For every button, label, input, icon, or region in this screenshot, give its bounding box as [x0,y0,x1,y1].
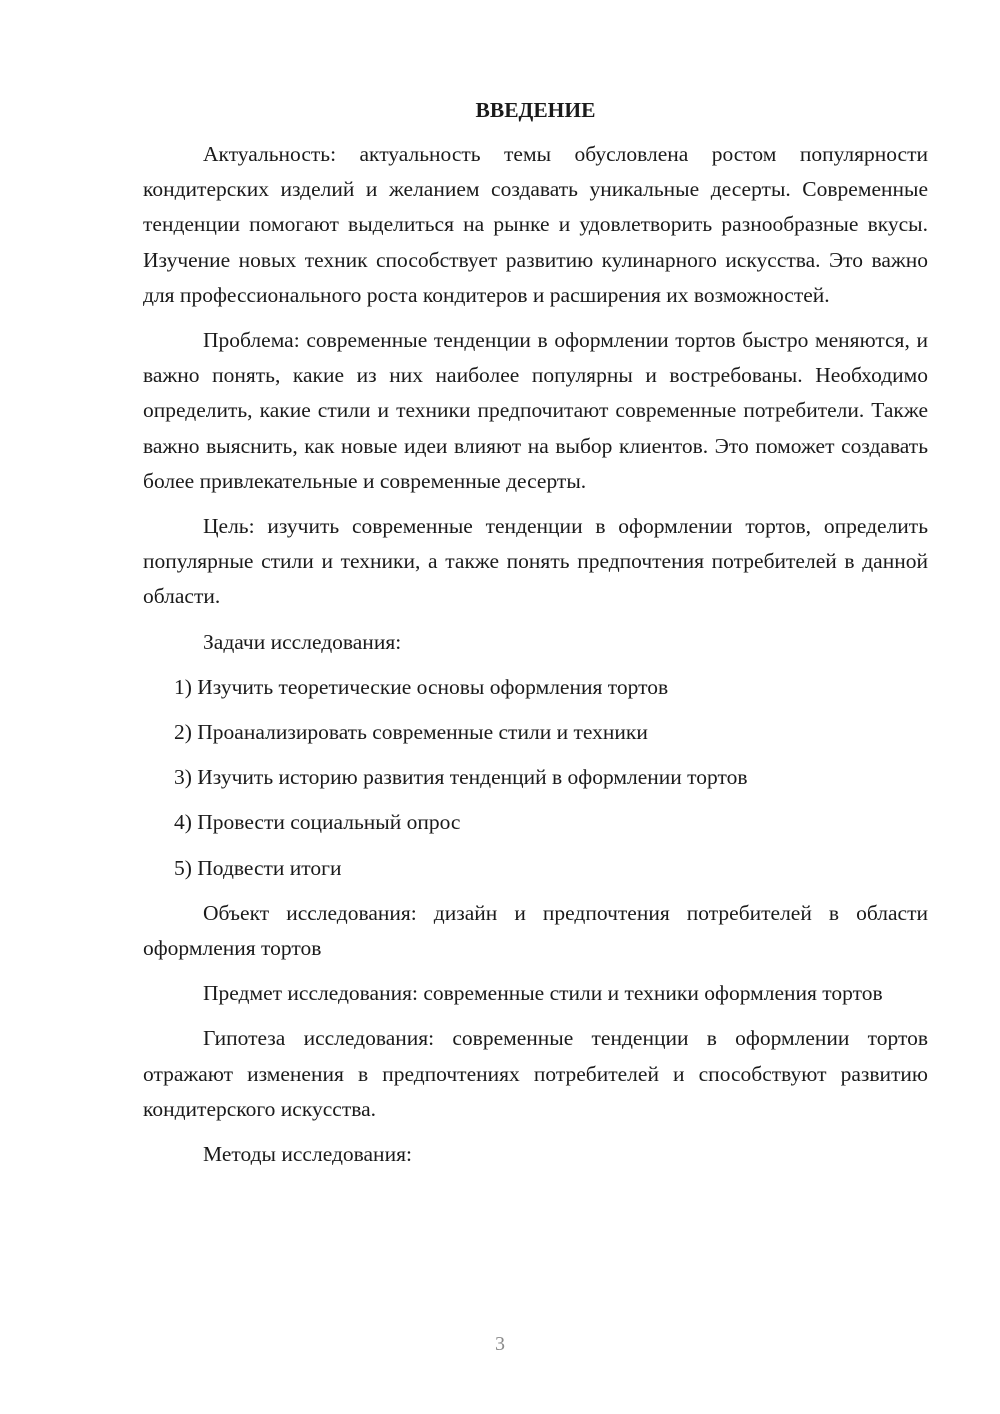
list-item: 4) Провести социальный опрос [174,810,461,835]
hypothesis-paragraph: Гипотеза исследования: современные тенденции в оформлении тортов отражают изменения в предпочтениях потребителей и способствуют развитию кондитерского искусства. [143,1026,928,1121]
document-page [143,92,928,1182]
goal-paragraph: Цель: изучить современные тенденции в оформлении тортов, определить популярные стили и техники, а также понять предпочтения потребителей в данной области. [143,514,928,609]
list-item: 5) Подвести итоги [174,855,342,880]
relevance-paragraph: Актуальность: актуальность темы обусловлена ростом популярности кондитерских изделий и желанием создавать уникальные десерты. Современные тенденции помогают выделиться на рынке и удовлетворить разнообразные вкусы. Изучение новых техник способствует развитию кулинарного искусства. Это важно для профессионального роста кондитеров и расширения их возможностей. [143,142,928,307]
list-item: 2) Проанализировать современные стили и техники [174,720,648,745]
page-title: ВВЕДЕНИЕ [475,98,596,122]
object-paragraph: Объект исследования: дизайн и предпочтения потребителей в области оформления тортов [143,900,928,961]
subject-paragraph: Предмет исследования: современные стили и техники оформления тортов [203,981,883,1006]
problem-paragraph: Проблема: современные тенденции в оформлении тортов быстро меняются, и важно понять, какие из них наиболее популярны и востребованы. Необходимо определить, какие стили и техники предпочитают современные потребители. Также важно выяснить, как новые идеи влияют на выбор клиентов. Это поможет создавать более привлекательные и современные десерты. [143,328,928,493]
list-item: 3) Изучить историю развития тенденций в оформлении тортов [174,765,748,790]
list-item: 1) Изучить теоретические основы оформления тортов [174,674,669,699]
page-number: 3 [495,1333,505,1355]
tasks-list [143,670,928,886]
methods-heading: Методы исследования: [203,1142,412,1167]
tasks-heading: Задачи исследования: [203,629,402,654]
